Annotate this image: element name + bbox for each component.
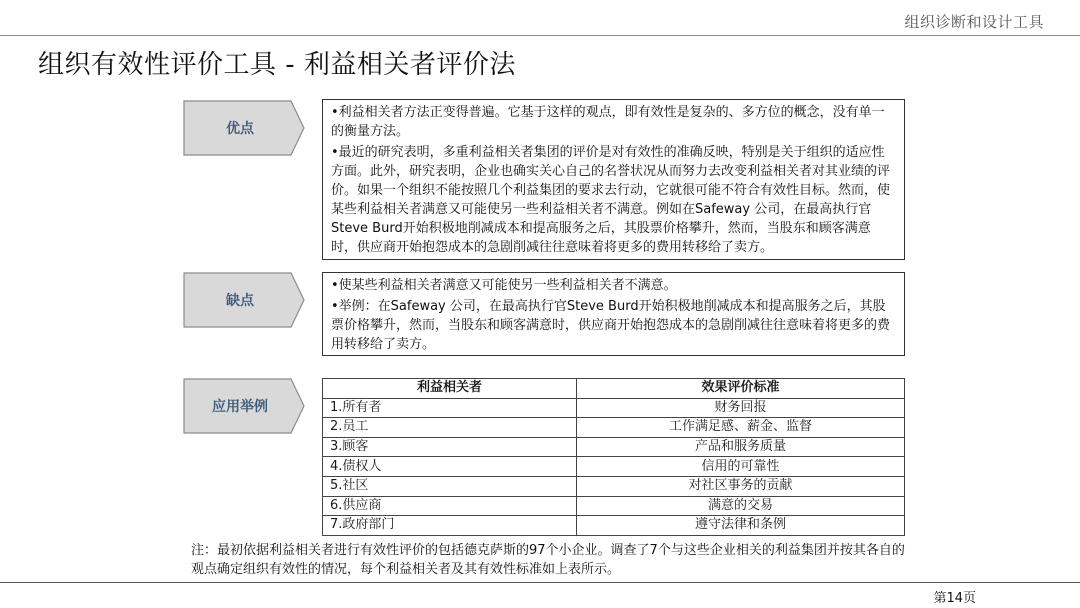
table-header-stakeholder: 利益相关者 xyxy=(323,379,577,399)
table-cell-stakeholder: 7.政府部门 xyxy=(323,516,577,536)
pros-paragraph: •利益相关者方法正变得普遍。它基于这样的观点，即有效性是复杂的、多方位的概念，没有单一的衡量方法。 xyxy=(331,105,885,139)
cons-paragraph: •举例：在Safeway 公司，在最高执行官Steve Burd开始积极地削减成本和提高服务之后，其股票价格攀升，然而，当股东和顾客满意时，供应商开始抱怨成本的急剧削减往往意味着将更多的费用转移给了卖方。 xyxy=(331,299,891,352)
table-header-row xyxy=(323,379,905,399)
table-cell-stakeholder: 1.所有者 xyxy=(323,398,577,418)
table-cell-stakeholder: 2.员工 xyxy=(323,418,577,438)
footnote: 注：最初依据利益相关者进行有效性评价的包括德克萨斯的97个小企业。调查了7个与这些企业相关的利益集团并按其各自的观点确定组织有效性的情况，每个利益相关者及其有效性标准如上表所示。 xyxy=(191,543,905,577)
examples-tag xyxy=(183,378,305,434)
table-cell-stakeholder: 3.顾客 xyxy=(323,437,577,457)
page-title: 组织有效性评价工具 - 利益相关者评价法 xyxy=(38,50,516,80)
table-cell-criteria: 工作满足感、薪金、监督 xyxy=(577,418,905,438)
cons-box xyxy=(322,272,905,356)
table-cell-criteria: 产品和服务质量 xyxy=(577,437,905,457)
pros-box xyxy=(322,99,905,260)
brand-title: 组织诊断和设计工具 xyxy=(904,13,1044,31)
table-cell-criteria: 信用的可靠性 xyxy=(577,457,905,477)
table-cell-criteria: 满意的交易 xyxy=(577,496,905,516)
table-cell-stakeholder: 6.供应商 xyxy=(323,496,577,516)
table-row xyxy=(323,437,905,457)
header-divider xyxy=(0,35,1080,36)
pros-label: 优点 xyxy=(226,121,254,137)
table-cell-stakeholder: 4.债权人 xyxy=(323,457,577,477)
table-row xyxy=(323,418,905,438)
pros-tag xyxy=(183,100,305,156)
footer-divider xyxy=(0,582,1080,583)
table-cell-criteria: 遵守法律和条例 xyxy=(577,516,905,536)
stakeholder-table xyxy=(322,378,905,536)
table-cell-stakeholder: 5.社区 xyxy=(323,476,577,496)
page-number: 第14页 xyxy=(933,591,976,606)
table-row xyxy=(323,476,905,496)
pros-paragraph: •最近的研究表明，多重利益相关者集团的评价是对有效性的准确反映，特别是关于组织的适应性方面。此外，研究表明，企业也确实关心自己的名誉状况从而努力去改变利益相关者对其业绩的评价。如果一个组织不能按照几个利益集团的要求去行动，它就很可能不符合有效性目标。然而，使某些利益相关者满意又可能使另一些利益相关者不满意。例如在Safeway 公司，在最高执行官Steve Burd开始积极地削减成本和提高服务之后，其股票价格攀升，然而，当股东和顾客满意时，供应商开始抱怨成本的急剧削减往往意味着将更多的费用转移给了卖方。 xyxy=(331,145,891,255)
table-header-criteria: 效果评价标准 xyxy=(577,379,905,399)
table-cell-criteria: 对社区事务的贡献 xyxy=(577,476,905,496)
table-row xyxy=(323,496,905,516)
examples-label: 应用举例 xyxy=(212,399,268,415)
table-row xyxy=(323,516,905,536)
cons-label: 缺点 xyxy=(226,293,254,309)
cons-paragraph: •使某些利益相关者满意又可能使另一些利益相关者不满意。 xyxy=(331,278,677,293)
table-row xyxy=(323,457,905,477)
table-cell-criteria: 财务回报 xyxy=(577,398,905,418)
cons-tag xyxy=(183,272,305,328)
table-row xyxy=(323,398,905,418)
